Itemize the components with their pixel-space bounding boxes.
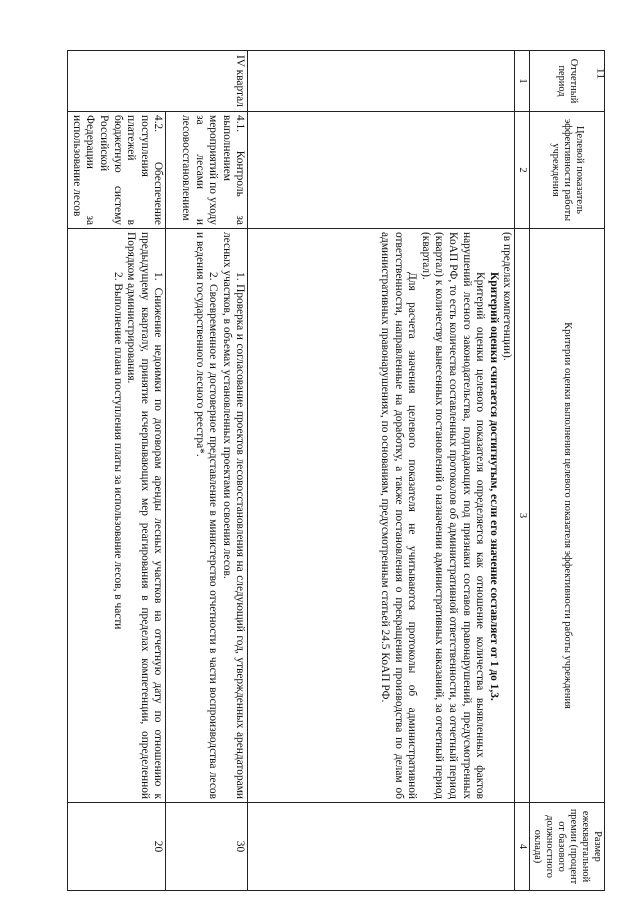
col-number: 3 (515, 229, 530, 803)
table-row-4-2 (68, 51, 166, 891)
col-number: 2 (515, 112, 530, 229)
criteria-cell (248, 229, 515, 803)
premium-size-cell: 20 (68, 803, 166, 891)
indicator-text: 4.2. Обеспечение поступления платежей в бюджетную систему Российской Федерации за использование лесов (70, 115, 165, 225)
indicator-cell (166, 112, 248, 229)
page-number: 11 (594, 67, 609, 80)
rotated-table-page (30, 50, 605, 890)
criteria-paragraph: (в пределах компетенции). (501, 232, 514, 361)
criteria-paragraph: 1. Проверка и согласование проектов лесовосстановления на следующий год, утвержденных арендаторами лесных участков, в объемах установленных проектами освоения лесов. (220, 232, 247, 799)
col-number: 4 (515, 803, 530, 891)
criteria-paragraph: 1. Снижение недоимки по договорам аренды лесных участков на отчетную дату по отношению к предыдущему кварталу, принятие исчерпывающих мер реагирования в пределах компетенции, определенной Порядком администрирования. (125, 232, 165, 799)
criteria-paragraph: 2. Выполнение плана поступления платы за использование лесов, в части (111, 272, 124, 630)
criteria-cell (166, 229, 248, 803)
criteria-table (67, 50, 605, 891)
header-row (530, 51, 605, 891)
column-number-row (515, 51, 530, 891)
premium-size-cell: 30 (166, 803, 248, 891)
indicator-cell (248, 112, 515, 229)
criteria-paragraph: Критерий оценки считается достигнутым, если его значение составляет от 1 до 1,3. (487, 272, 500, 701)
period-cell: IV квартал (68, 51, 248, 112)
indicator-text: 4.1. Контроль за выполнением мероприятий по уходу за лесами и лесовосстановлением (180, 115, 247, 225)
criteria-paragraph: 2. Своевременное и достоверное представление в министерство отчетности в части воспроизводства лесов и ведения государственного лесного реестра*. (193, 232, 220, 799)
period-cell (248, 51, 515, 112)
col-number: 1 (515, 51, 530, 112)
indicator-cell (68, 112, 166, 229)
header-premium-size: Размер ежеквартальной премии (процент от базового должностного оклада) (530, 803, 605, 891)
premium-size-cell (248, 803, 515, 891)
criteria-cell (68, 229, 166, 803)
header-indicator: Целевой показатель эффективности работы учреждения (530, 112, 605, 229)
header-criteria: Критерии оценки выполнения целевого показателя эффективности работы учреждения (530, 229, 605, 803)
table-row-4-1 (166, 51, 248, 891)
criteria-paragraph: Для расчета значения целевого показателя не учитываются протоколы об административной ответственности, направленные на доработку, а также постановления о прекращении производства по делам об административных правонарушениях, по основаниям, предусмотренным статьей 24.5 КоАП РФ. (379, 232, 419, 799)
header-period: Отчетный период (530, 51, 605, 112)
table-row-continued (248, 51, 515, 891)
criteria-paragraph: Критерий оценки целевого показателя определяется как отношение количества выявленных фактов нарушений лесного законодательства, подпадающих под признаки составов правонарушений, предусмотренных КоАП РФ, то есть количества составленных протоколов об административной ответственности, за отчетный период (квартал) к количеству вынесенных постановлений о назначении административных наказаний, за отчетный период (квартал). (419, 232, 487, 799)
